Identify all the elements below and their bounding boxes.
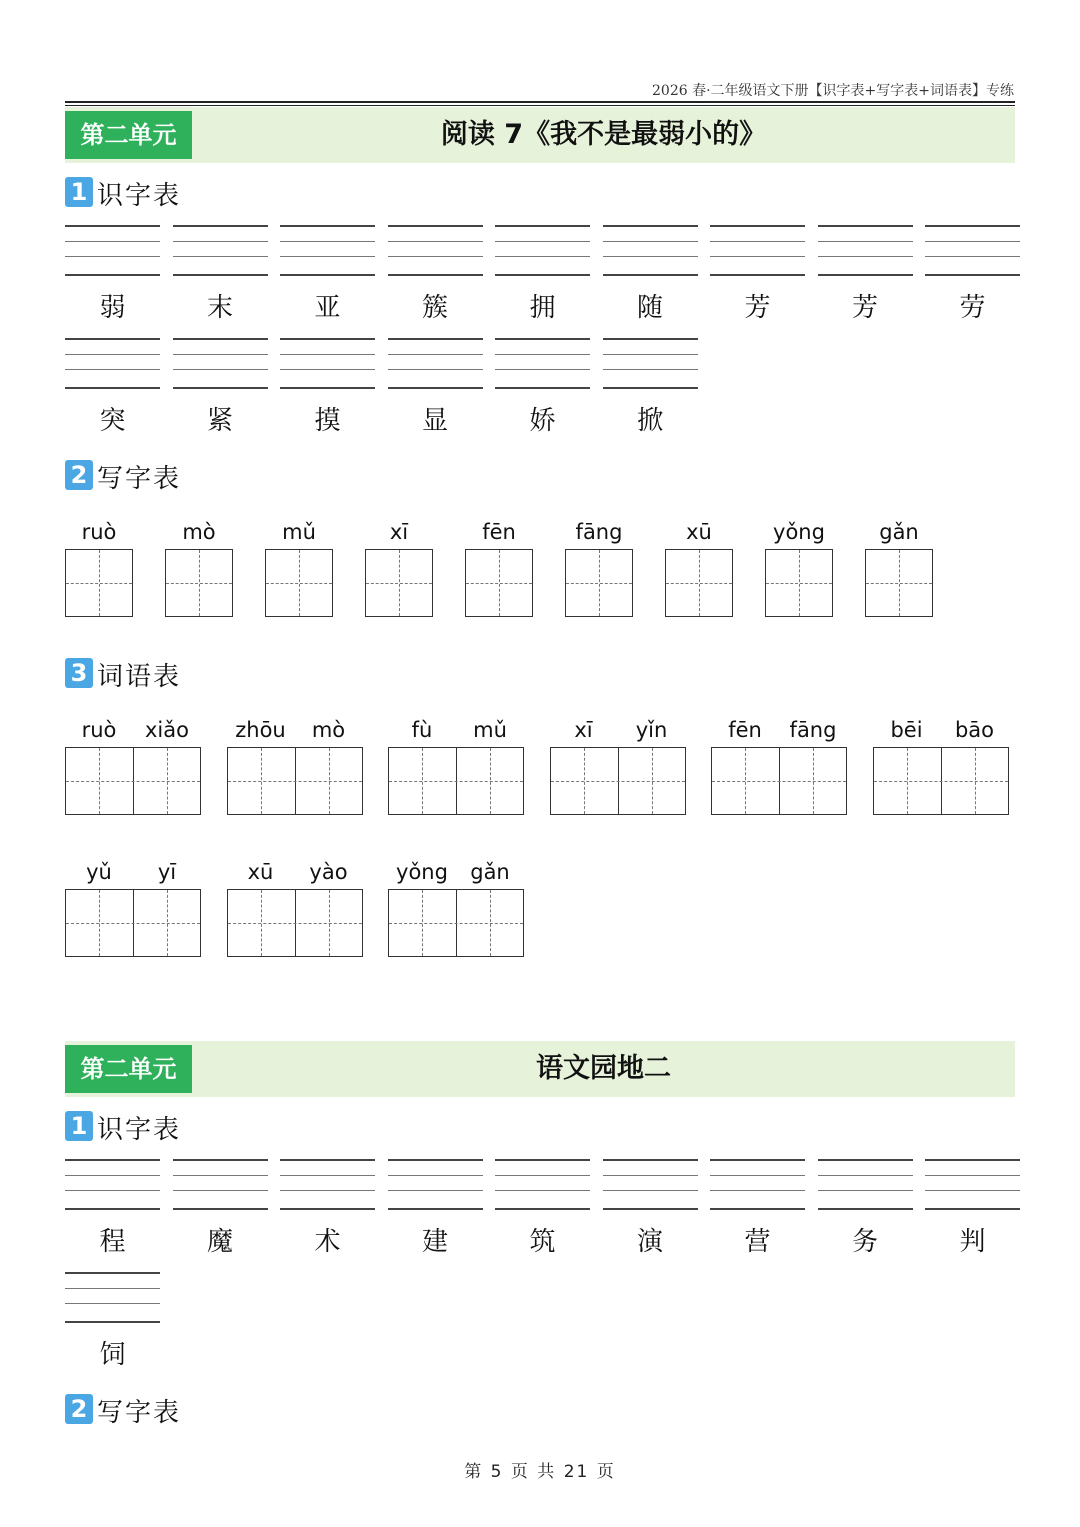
recognize-cell: [388, 225, 483, 335]
pinyin-label: bāo: [954, 718, 995, 742]
pinyin-label: fāng: [575, 520, 623, 544]
recognize-cell: [280, 338, 375, 448]
recognize-row-2: [65, 338, 1020, 448]
pinyin-label: yào: [309, 860, 348, 884]
recognize-char: 突: [99, 406, 126, 436]
recognize-char: 亚: [314, 293, 341, 323]
recognize-cell: [173, 338, 268, 448]
writing-lines: [818, 225, 913, 276]
recognize-char: 随: [636, 293, 663, 323]
pinyin-label: fù: [411, 718, 433, 742]
pinyin-label: xū: [247, 860, 274, 884]
recognize-char: 营: [744, 1227, 771, 1257]
section-number-badge: 1: [65, 177, 93, 207]
tianzige-double-box[interactable]: [65, 747, 201, 815]
writing-lines: [925, 1159, 1020, 1210]
writing-lines: [65, 1159, 160, 1210]
tianzige-double-box[interactable]: [65, 889, 201, 957]
writing-lines: [603, 338, 698, 389]
pinyin-label: ruò: [81, 520, 117, 544]
unit-tag: 第二单元: [65, 111, 192, 159]
recognize-cell: [173, 225, 268, 335]
writing-lines: [388, 338, 483, 389]
recognize-char: 簇: [421, 293, 448, 323]
recognize-char: 建: [421, 1227, 448, 1257]
recognize-row-1: [65, 225, 1020, 335]
tianzige-box[interactable]: [665, 549, 733, 617]
pinyin-label: mǔ: [282, 520, 316, 544]
recognize-cell: [388, 1159, 483, 1269]
writing-lines: [818, 1159, 913, 1210]
writing-lines: [495, 1159, 590, 1210]
recognize-cell: [65, 1272, 160, 1382]
recognize-cell: [65, 338, 160, 448]
tianzige-double-box[interactable]: [388, 889, 524, 957]
pinyin-label: fēn: [728, 718, 762, 742]
tianzige-double-box[interactable]: [227, 889, 363, 957]
recognize-char: 拥: [529, 293, 556, 323]
pinyin-label: mò: [182, 520, 216, 544]
lesson-title-bar: [65, 107, 1015, 163]
recognize-char: 魔: [206, 1227, 233, 1257]
recognize-char: 术: [314, 1227, 341, 1257]
recognize-char: 劳: [959, 293, 986, 323]
recognize-char: 摸: [314, 406, 341, 436]
lesson-title: 阅读 7《我不是最弱小的》: [440, 119, 767, 150]
tianzige-box[interactable]: [465, 549, 533, 617]
header-rule-thin: [65, 105, 1015, 106]
tianzige-box[interactable]: [365, 549, 433, 617]
unit-tag: 第二单元: [65, 1045, 192, 1093]
recognize-char: 掀: [636, 406, 663, 436]
tianzige-box[interactable]: [565, 549, 633, 617]
pinyin-label: yǒng: [396, 860, 448, 884]
writing-lines: [388, 225, 483, 276]
pinyin-label: gǎn: [470, 860, 510, 884]
recognize-char: 务: [851, 1227, 878, 1257]
recognize-char: 程: [99, 1227, 126, 1257]
lesson-title: 语文园地二: [536, 1053, 671, 1084]
pinyin-label: gǎn: [879, 520, 919, 544]
recognize-cell: [818, 1159, 913, 1269]
pinyin-label: yī: [157, 860, 177, 884]
section-label: 识字表: [97, 181, 182, 211]
pinyin-label: xī: [574, 718, 593, 742]
tianzige-double-box[interactable]: [873, 747, 1009, 815]
recognize-cell: [603, 225, 698, 335]
recognize-cell: [603, 1159, 698, 1269]
tianzige-double-box[interactable]: [711, 747, 847, 815]
tianzige-box[interactable]: [765, 549, 833, 617]
recognize-cell: [65, 225, 160, 335]
writing-lines: [280, 338, 375, 389]
section-label: 词语表: [97, 662, 182, 692]
recognize-char: 判: [959, 1227, 986, 1257]
recognize-char: 娇: [529, 406, 556, 436]
writing-lines: [173, 1159, 268, 1210]
lesson-title-bar: [65, 1041, 1015, 1097]
pinyin-label: xū: [686, 520, 712, 544]
pinyin-label: ruò: [81, 718, 117, 742]
recognize-char: 筑: [529, 1227, 556, 1257]
header-rule: [65, 101, 1015, 103]
tianzige-double-box[interactable]: [550, 747, 686, 815]
section-label: 写字表: [97, 1398, 182, 1428]
recognize-char: 弱: [99, 293, 126, 323]
page-header-text: 2026 春·二年级语文下册【识字表+写字表+词语表】专练: [652, 83, 1014, 99]
pinyin-label: xiǎo: [145, 718, 189, 742]
recognize-cell: [925, 1159, 1020, 1269]
recognize-row-1: [65, 1159, 1020, 1269]
recognize-cell: [280, 1159, 375, 1269]
writing-lines: [65, 338, 160, 389]
pinyin-label: yǐn: [635, 718, 668, 742]
pinyin-label: yǔ: [86, 860, 112, 884]
pinyin-label: zhōu: [235, 718, 286, 742]
writing-lines: [280, 225, 375, 276]
recognize-cell: [818, 225, 913, 335]
recognize-char: 末: [206, 293, 233, 323]
section-number-badge: 2: [65, 460, 93, 490]
recognize-char: 饲: [99, 1340, 126, 1370]
tianzige-double-box[interactable]: [388, 747, 524, 815]
recognize-cell: [280, 225, 375, 335]
pinyin-label: fāng: [789, 718, 837, 742]
recognize-cell: [495, 225, 590, 335]
recognize-cell: [388, 338, 483, 448]
tianzige-box[interactable]: [265, 549, 333, 617]
writing-lines: [388, 1159, 483, 1210]
recognize-cell: [495, 338, 590, 448]
recognize-cell: [710, 225, 805, 335]
recognize-cell: [495, 1159, 590, 1269]
recognize-cell: [65, 1159, 160, 1269]
section-number-badge: 1: [65, 1111, 93, 1141]
page-footer: 第 5 页 共 21 页: [464, 1462, 616, 1482]
pinyin-label: mò: [311, 718, 346, 742]
recognize-char: 演: [636, 1227, 663, 1257]
writing-lines: [495, 225, 590, 276]
section-label: 识字表: [97, 1115, 182, 1145]
section-label: 写字表: [97, 464, 182, 494]
recognize-cell: [603, 338, 698, 448]
recognize-char: 芳: [744, 293, 771, 323]
pinyin-label: yǒng: [773, 520, 825, 544]
tianzige-box[interactable]: [865, 549, 933, 617]
section-number-badge: 3: [65, 658, 93, 688]
pinyin-label: bēi: [890, 718, 923, 742]
recognize-cell: [925, 225, 1020, 335]
pinyin-label: mǔ: [473, 718, 507, 742]
recognize-cell: [173, 1159, 268, 1269]
section-number-badge: 2: [65, 1394, 93, 1424]
writing-lines: [173, 225, 268, 276]
recognize-char: 显: [421, 406, 448, 436]
writing-lines: [173, 338, 268, 389]
tianzige-box[interactable]: [165, 549, 233, 617]
recognize-row-2: [65, 1272, 1020, 1382]
writing-lines: [603, 225, 698, 276]
recognize-cell: [710, 1159, 805, 1269]
writing-lines: [925, 225, 1020, 276]
writing-lines: [495, 338, 590, 389]
writing-lines: [710, 1159, 805, 1210]
recognize-char: 紧: [206, 406, 233, 436]
pinyin-label: xī: [389, 520, 409, 544]
writing-lines: [710, 225, 805, 276]
writing-lines: [65, 1272, 160, 1323]
tianzige-box[interactable]: [65, 549, 133, 617]
writing-lines: [65, 225, 160, 276]
pinyin-label: fēn: [482, 520, 516, 544]
recognize-char: 芳: [851, 293, 878, 323]
writing-lines: [280, 1159, 375, 1210]
writing-lines: [603, 1159, 698, 1210]
tianzige-double-box[interactable]: [227, 747, 363, 815]
